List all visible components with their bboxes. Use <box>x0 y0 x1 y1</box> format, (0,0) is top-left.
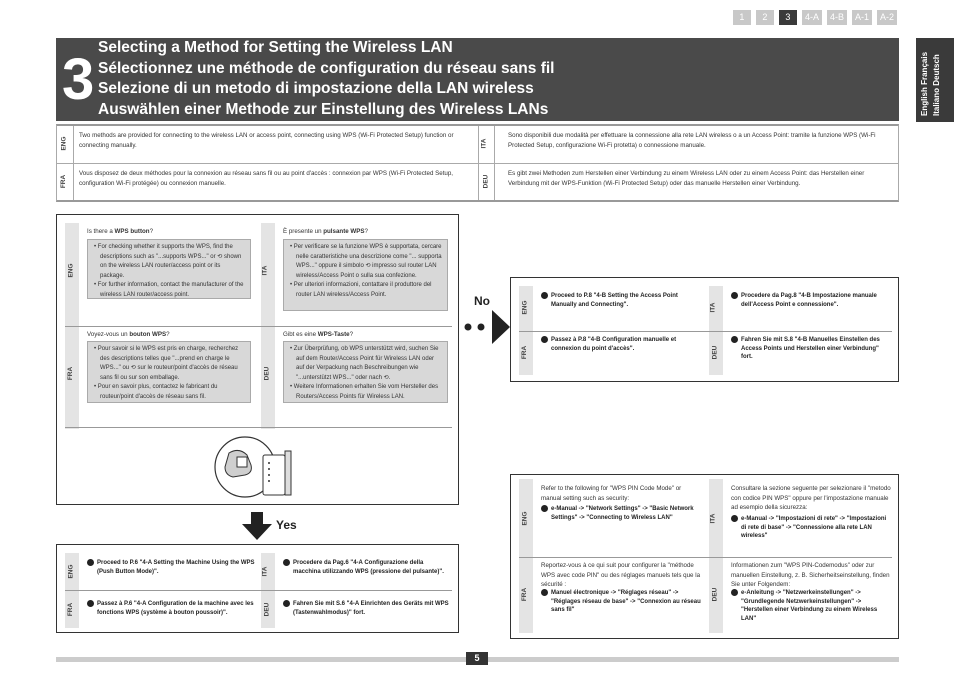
q-lang-eng: ENG <box>67 263 75 278</box>
yes-next-eng[interactable]: › Proceed to P.6 "4-A Setting the Machine Using the WPS (Push Button Mode)". <box>84 559 255 575</box>
page-titles <box>98 38 554 120</box>
hint-deu-1: Zur Überprüfung, ob WPS unterstützt wird, suchen Sie auf dem Router/Access Point für Wireless LAN oder auf der Verpackung nach Beschreibungen wie "...unterstützt WPS..." oder nach ⟲. <box>293 346 439 381</box>
side-tab-langs-2: Italiano Deutsch <box>932 54 941 116</box>
yes-result-box <box>56 544 459 633</box>
pin-lang-deu: DEU <box>711 587 719 602</box>
nav-step-4b[interactable]: 4-B <box>827 10 847 25</box>
yes-lang-deu: DEU <box>263 602 271 617</box>
yes-next-ita[interactable]: › Procedere da Pag.6 "4-A Configurazione della macchina utilizzando WPS (pressione del pulsante)". <box>280 559 444 575</box>
nav-step-a2[interactable]: A-2 <box>877 10 897 25</box>
title-german: Auswählen einer Methode zur Einstellung des Wireless LANs <box>98 100 549 118</box>
no-lang-eng: ENG <box>521 300 529 315</box>
question-fra: Voyez-vous un bouton WPS? <box>87 331 170 338</box>
yes-lang-ita: ITA <box>261 566 269 577</box>
hint-ita-1: Per verificare se la funzione WPS è supportata, cercare nelle caratteristiche una descrizione come "... supporta WPS..." oppure il simbolo ⟲ impresso sul router LAN wireless/Access Point o sulla sua confezione. <box>293 244 442 279</box>
q-lang-fra: FRA <box>67 366 75 381</box>
pin-path-ita[interactable]: › e-Manual -> "Impostazioni di rete" -> "Impostazioni di rete di base" -> "Connessione alla rete LAN wireless" <box>728 515 887 540</box>
intro-text-fra: Vous disposez de deux méthodes pour la connexion au réseau sans fil ou au point d'accès : connexion par WPS (Wi-Fi Protected Setup, configuration Wi-Fi protégée) ou connexion manuelle. <box>79 170 454 187</box>
intro-text-ita: Sono disponibili due modalità per effettuare la connessione alla rete LAN wireless o a un Access Point: tramite la funzione WPS (Wi-Fi Protected Setup, configurazione Wi-Fi protetta) o connessione manuale. <box>508 132 876 149</box>
hint-deu-2: Weitere Informationen erhalten Sie vom Hersteller des Routers/Access Points für Wireless LAN. <box>293 384 439 400</box>
question-deu: Gibt es eine WPS-Taste? <box>283 331 354 338</box>
no-lang-fra: FRA <box>521 345 529 360</box>
no-next-fra[interactable]: › Passez à P.8 "4-B Configuration manuelle et connexion du point d'accès". <box>538 336 677 352</box>
intro-grid <box>56 124 899 202</box>
page-number: 5 <box>466 652 488 665</box>
language-side-tab <box>916 38 954 122</box>
press-wps-button-illustration <box>209 433 305 501</box>
hint-eng-1: For checking whether it supports the WPS, find the descriptions such as "...supports WPS..." or ⟲ shown on the wireless LAN router/access point or its package. <box>97 244 242 279</box>
no-result-box <box>510 277 899 382</box>
yes-label: Yes <box>276 518 297 532</box>
no-arrow-icon <box>462 310 510 344</box>
pin-path-eng[interactable]: › e-Manual -> "Network Settings" -> "Basic Network Settings" -> "Connecting to Wireless LAN" <box>538 505 694 521</box>
lang-label-deu: DEU <box>482 174 490 189</box>
hint-box-eng: • For checking whether it supports the WPS, find the descriptions such as "...supports WPS..." or ⟲ shown on the wireless LAN router/access point or its package. • For further information, contact the manufacturer of the wireless LAN router/access point. <box>87 239 251 299</box>
no-next-eng[interactable]: › Proceed to P.8 "4-B Setting the Access Point Manually and Connecting". <box>538 292 678 308</box>
pin-text-eng: Refer to the following for "WPS PIN Code Mode" or manual setting such as security: <box>541 485 682 502</box>
yes-next-fra[interactable]: › Passez à P.6 "4-A Configuration de la machine avec les fonctions WPS (système à bouton poussoir)". <box>84 600 254 616</box>
step-number: 3 <box>62 47 95 112</box>
hint-fra-1: Pour savoir si le WPS est pris en charge, recherchez des descriptions telles que "...prend en charge le WPS..." ou ⟲ sur le routeur/point d'accès de réseau sans fil ou sur son emballage. <box>97 346 239 381</box>
pin-path-fra[interactable]: › Manuel électronique -> "Réglages réseau" -> "Réglages réseau de base" -> "Connexion au réseau sans fil" <box>538 589 701 614</box>
no-lang-ita: ITA <box>709 302 717 313</box>
title-french: Sélectionnez une méthode de configuration du réseau sans fil <box>98 59 555 77</box>
pin-text-ita: Consultare la sezione seguente per selezionare il "metodo con codice PIN WPS" oppure per l'impostazione manuale ad esempio della sicurezza: <box>731 485 891 511</box>
pin-lang-ita: ITA <box>709 513 717 524</box>
hint-box-deu: • Zur Überprüfung, ob WPS unterstützt wird, suchen Sie auf dem Router/Access Point für Wireless LAN oder auf der Verpackung nach Beschreibungen wie "...unterstützt WPS..." oder nach ⟲. • Weitere Informationen erhalten Sie vom Hersteller des Routers/Access Points für Wireless LAN. <box>283 341 448 403</box>
no-next-ita[interactable]: › Procedere da Pag.8 "4-B Impostazione manuale dell'Access Point e connessione". <box>728 292 877 308</box>
side-tab-langs-1: English Français <box>920 51 929 116</box>
wps-question-box <box>56 214 459 505</box>
nav-step-2[interactable]: 2 <box>756 10 774 25</box>
pin-lang-eng: ENG <box>521 511 529 526</box>
title-english: Selecting a Method for Setting the Wireless LAN <box>98 39 453 56</box>
hint-box-ita: • Per verificare se la funzione WPS è supportata, cercare nelle caratteristiche una descrizione come "... supporta WPS..." oppure il simbolo ⟲ impresso sul router LAN wireless/Access Point o sulla sua confezione. • Per ulteriori informazioni, contattare il produttore del router LAN wireless/Access Point. <box>283 239 448 311</box>
pin-text-deu: Informationen zum "WPS PIN-Codemodus" oder zur manuellen Einstellung, z. B. Sicherheitseinstellung, finden Sie unter Folgendem: <box>731 562 890 588</box>
nav-step-a1[interactable]: A-1 <box>852 10 872 25</box>
q-lang-ita: ITA <box>261 265 269 276</box>
pin-text-fra: Reportez-vous à ce qui suit pour configurer la "méthode WPS avec code PIN" ou des réglages manuels tels que la sécurité : <box>541 562 701 588</box>
title-band <box>56 38 899 121</box>
title-italian: Selezione di un metodo di impostazione della LAN wireless <box>98 80 534 97</box>
lang-label-eng: ENG <box>60 136 68 151</box>
nav-step-3-current[interactable]: 3 <box>779 10 797 25</box>
yes-lang-eng: ENG <box>67 564 75 579</box>
yes-next-deu[interactable]: › Fahren Sie mit S.6 "4-A Einrichten des Geräts mit WPS (Tastenwahlmodus)" fort. <box>280 600 449 616</box>
intro-text-eng: Two methods are provided for connecting to the wireless LAN or access point, connecting using WPS (Wi-Fi Protected Setup) function or connecting manually. <box>79 132 454 149</box>
pin-manual-box <box>510 474 899 639</box>
q-lang-deu: DEU <box>263 366 271 381</box>
lang-label-ita: ITA <box>480 138 488 149</box>
pin-path-deu[interactable]: › e-Anleitung -> "Netzwerkeinstellungen" -> "Grundlegende Netzwerkeinstellungen" -> "Herstellen einer Verbindung zu einem Wireless LAN" <box>728 589 878 622</box>
yes-lang-fra: FRA <box>67 602 75 617</box>
hint-fra-2: Pour en savoir plus, contactez le fabricant du routeur/point d'accès de réseau sans fil. <box>97 384 218 400</box>
pin-lang-fra: FRA <box>521 587 529 602</box>
hint-eng-2: For further information, contact the manufacturer of the wireless LAN router/access point. <box>97 282 244 298</box>
question-eng: Is there a WPS button? <box>87 228 154 235</box>
hint-box-fra: • Pour savoir si le WPS est pris en charge, recherchez des descriptions telles que "...prend en charge le WPS..." ou ⟲ sur le routeur/point d'accès de réseau sans fil ou sur son emballage. • Pour en savoir plus, contactez le fabricant du routeur/point d'accès de réseau sans fil. <box>87 341 251 403</box>
no-label: No <box>474 294 490 308</box>
hint-ita-2: Per ulteriori informazioni, contattare il produttore del router LAN wireless/Access Point. <box>293 282 432 298</box>
intro-text-deu: Es gibt zwei Methoden zum Herstellen einer Verbindung zu einem Wireless LAN oder zu einem Access Point: das Herstellen einer Verbindung mit der WPS-Funktion (Wi-Fi Protected Setup) oder das manuelle Herstellen einer Verbindung. <box>508 170 865 187</box>
nav-step-1[interactable]: 1 <box>733 10 751 25</box>
no-lang-deu: DEU <box>711 345 719 360</box>
step-navigation <box>733 10 897 25</box>
yes-arrow-icon <box>242 512 272 540</box>
lang-label-fra: FRA <box>60 174 68 189</box>
question-ita: È presente un pulsante WPS? <box>283 228 368 235</box>
no-next-deu[interactable]: › Fahren Sie mit S.8 "4-B Manuelles Einstellen des Access Points und Herstellen einer Verbindung" fort. <box>728 336 880 361</box>
nav-step-4a[interactable]: 4-A <box>802 10 822 25</box>
